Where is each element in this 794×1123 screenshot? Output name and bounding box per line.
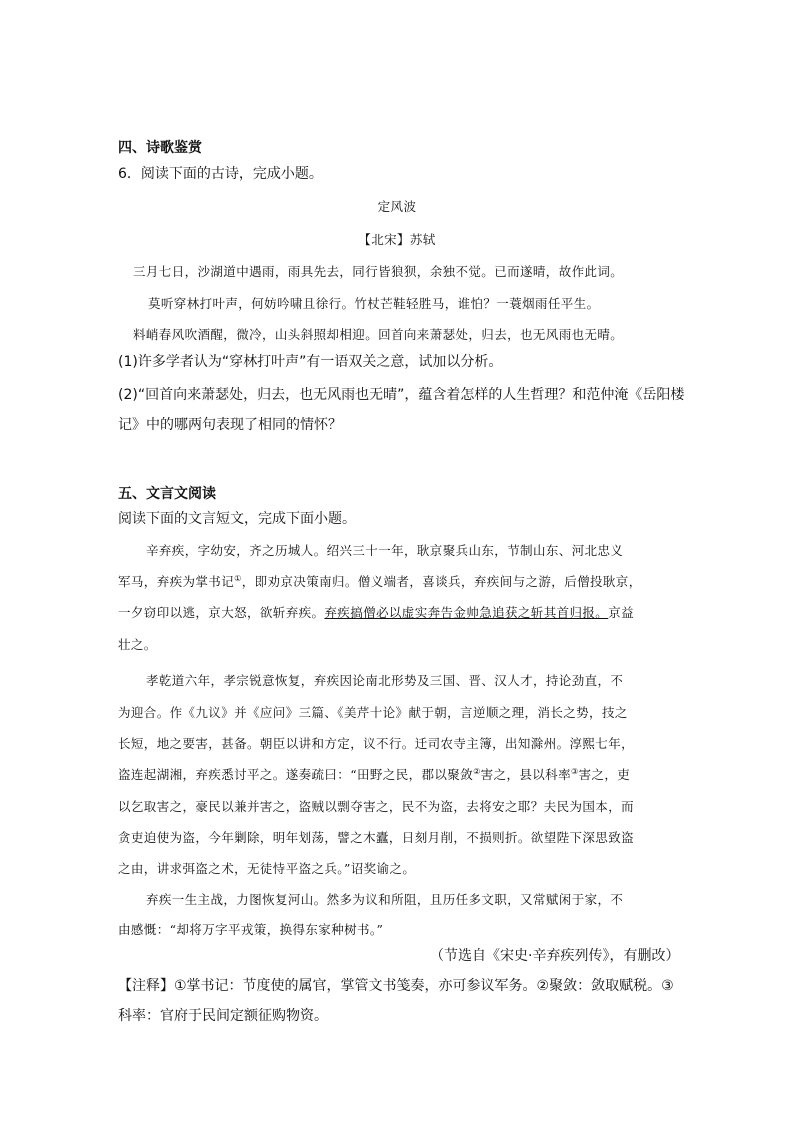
passage-p2-line1: 孝乾道六年，孝宗锐意恢复，弃疾因论南北形势及三国、晋、汉人才，持论劲直，不 (146, 673, 624, 688)
question-6-1: (1)许多学者认为“穿林打叶声”有一语双关之意，试加以分析。 (118, 354, 503, 370)
passage-p2-line7: 之由，讲求弭盗之术，无徒恃平盗之兵。”诏奖谕之。 (118, 861, 416, 876)
passage-text: 军马，弃疾为掌书记 (118, 574, 235, 589)
question-6-intro: 6．阅读下面的古诗，完成小题。 (118, 166, 323, 182)
passage-text: 京益 (608, 605, 635, 620)
passage-text: 一夕窃印以逃，京大怒，欲斩弃疾。 (118, 605, 325, 620)
section-heading-classical: 五、文言文阅读 (118, 486, 216, 502)
passage-p3-line2: 由感慨：“却将万字平戎策，换得东家种树书。” (118, 922, 384, 937)
passage-text: 害之，县以科率 (480, 767, 571, 782)
passage-source: （节选自《宋史·辛弃疾列传》，有删改） (430, 948, 680, 964)
passage-p1-line2 (118, 572, 642, 592)
poem-line-1: 莫听穿林打叶声，何妨吟啸且徐行。竹杖芒鞋轻胜马，谁怕？一蓑烟雨任平生。 (148, 296, 600, 311)
passage-p3-line1: 弃疾一生主战，力图恢复河山。然多为议和所阻，且历任多文职，又常赋闲于家，不 (146, 892, 624, 907)
passage-p1-line4: 壮之。 (118, 637, 157, 652)
passage-text: 害之，吏 (578, 767, 631, 782)
passage-p1-line1: 辛弃疾，字幼安，齐之历城人。绍兴三十一年，耿京聚兵山东，节制山东、河北忠义 (146, 543, 624, 558)
section-heading-poetry: 四、诗歌鉴赏 (118, 140, 202, 156)
passage-p2-line5: 以乞取害之，豪民以兼并害之，盗贼以剽夺害之，民不为盗，去将安之耶？夫民为国本，而 (118, 799, 635, 814)
underlined-sentence: 弃疾搞僧必以虚实奔告金帅急追获之斩其首归报。 (324, 605, 609, 620)
passage-p2-line2: 为迎合。作《九议》并《应问》三篇、《美芹十论》献于朝，言逆顺之理，消长之势，技之 (118, 705, 628, 720)
poem-preface: 三月七日，沙湖道中遇雨，雨具先去，同行皆狼狈，余独不觉。已而遂晴，故作此词。 (133, 264, 624, 279)
passage-p1-line3 (118, 603, 634, 623)
note-marker-1: ① (234, 573, 242, 583)
poem-line-2: 料峭春风吹酒醒，微冷，山头斜照却相迎。回首向来萧瑟处，归去，也无风雨也无晴。 (133, 327, 624, 342)
poem-author: 【北宋】苏轼 (358, 232, 436, 247)
passage-p2-line3: 长短，地之要害，甚备。朝臣以讲和方定，议不行。迁司农寺主簿，出知滁州。淳熙七年， (118, 736, 635, 751)
classical-intro: 阅读下面的文言短文，完成下面小题。 (118, 511, 356, 527)
note-marker-2: ② (473, 766, 481, 776)
question-6-2-line1: (2)“回首向来萧瑟处，归去，也无风雨也无晴”，蕴含着怎样的人生哲理？和范仲淹《岳阳楼 (118, 387, 685, 403)
question-6-2-line2: 记》中的哪两句表现了相同的情怀？ (118, 417, 342, 433)
poem-title: 定风波 (377, 199, 417, 214)
passage-text: ，即劝京决策南归。僧义端者，喜谈兵，弃疾间与之游，后僧投耿京， (241, 574, 642, 589)
passage-p2-line4 (118, 765, 630, 785)
note-marker-3: ③ (570, 766, 579, 776)
passage-p2-line6: 贪吏迫使为盗，今年剿除，明年划荡，譬之木蠹，日刻月削，不损则折。欲望陛下深思致盗 (118, 830, 635, 845)
notes-line1: 【注释】①掌书记：节度使的属官，掌管文书笺奏，亦可参议军务。②聚敛：敛取赋税。③ (118, 978, 674, 994)
passage-text: 盗连起湖湘，弃疾悉讨平之。遂奏疏曰：“田野之民，郡以聚敛 (118, 767, 474, 782)
notes-line2: 科率：官府于民间定额征购物资。 (118, 1008, 328, 1024)
